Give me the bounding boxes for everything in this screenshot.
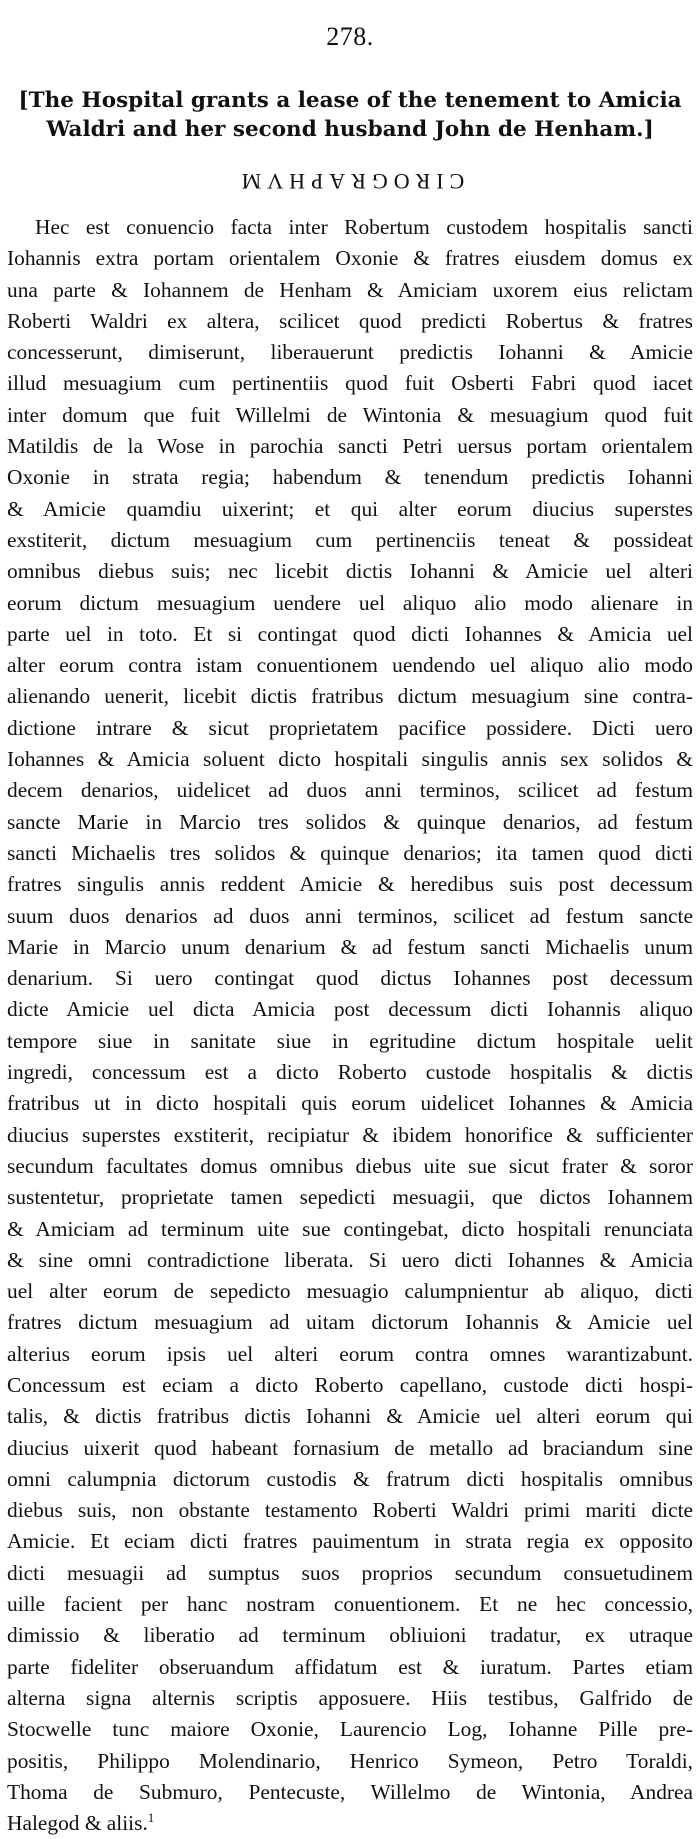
chirograph-inverted-label: CIROGRAPHVM: [235, 169, 465, 194]
body-line: Iohannis extra portam orientalem Oxonie & fratres eiusdem domus ex: [7, 246, 693, 271]
body-line: dimissio & liberatio ad terminum obliuioni tradatur, ex utraque: [7, 1623, 693, 1648]
body-line: Marie in Marcio unum denarium & ad festum sancti Michaelis unum: [7, 934, 693, 959]
heading-line-1: [The Hospital grants a lease of the tenement to Amicia: [18, 88, 682, 113]
body-line: dicti mesuagii ad sumptus suos proprios secundum consuetudinem: [7, 1560, 693, 1585]
body-line: sancti Michaelis tres solidos & quinque denarios; ita tamen quod dicti: [7, 840, 693, 865]
footnote-marker: 1: [147, 1810, 155, 1826]
body-line: diucius uixerit quod habeant fornasium de metallo ad braciandum sine: [7, 1435, 693, 1460]
body-line: illud mesuagium cum pertinentiis quod fuit Osberti Fabri quod iacet: [7, 371, 693, 396]
body-line: parte uel in toto. Et si contingat quod dicti Iohannes & Amicia uel: [7, 621, 693, 646]
body-line: Amicie. Et eciam dicti fratres pauimentum in strata regia ex opposito: [7, 1529, 693, 1554]
body-line: fratres dictum mesuagium ad uitam dictorum Iohannis & Amicie uel: [7, 1310, 693, 1335]
document-body: [7, 212, 693, 1839]
heading-line-2: Waldri and her second husband John de Henham.]: [46, 117, 654, 142]
body-line: decem denarios, uidelicet ad duos anni terminos, scilicet ad festum: [7, 778, 693, 803]
body-line: una parte & Iohannem de Henham & Amiciam uxorem eius relictam: [7, 277, 693, 302]
body-line: fratribus ut in dicto hospitali quis eorum uidelicet Iohannes & Amicia: [7, 1091, 693, 1116]
body-line: diebus suis, non obstante testamento Roberti Waldri primi mariti dicte: [7, 1498, 693, 1523]
body-line: Concessum est eciam a dicto Roberto capellano, custode dicti hospi-: [7, 1372, 693, 1397]
body-line: diucius superstes exstiterit, recipiatur & ibidem honorifice & sufficienter: [7, 1122, 693, 1147]
body-line: Matildis de la Wose in parochia sancti Petri uersus portam orientalem: [7, 434, 693, 459]
body-line: & Amiciam ad terminum uite sue contingebat, dicto hospitali renunciata: [7, 1216, 693, 1241]
body-line: dictione intrare & sicut proprietatem pacifice possidere. Dicti uero: [7, 715, 693, 740]
body-line: Stocwelle tunc maiore Oxonie, Laurencio Log, Iohanne Pille pre-: [7, 1717, 693, 1742]
body-line: talis, & dictis fratribus dictis Iohanni & Amicie uel alteri eorum qui: [7, 1404, 693, 1429]
body-line: sustentetur, proprietate tamen sepedicti mesuagii, que dictos Iohannem: [7, 1185, 693, 1210]
body-line: Thoma de Submuro, Pentecuste, Willelmo de Wintonia, Andrea: [7, 1779, 693, 1804]
body-line: eorum dictum mesuagium uendere uel aliquo alio modo alienare in: [7, 590, 693, 615]
body-line: alterna signa alternis scriptis apposuere. Hiis testibus, Galfrido de: [7, 1685, 693, 1710]
body-line: sancte Marie in Marcio tres solidos & quinque denarios, ad festum: [7, 809, 693, 834]
body-line: dicte Amicie uel dicta Amicia post decessum dicti Iohannis aliquo: [7, 997, 693, 1022]
body-line: exstiterit, dictum mesuagium cum pertinenciis teneat & possideat: [7, 527, 693, 552]
body-line: secundum facultates domus omnibus diebus uite sue sicut frater & soror: [7, 1153, 693, 1178]
body-line: alienando uenerit, licebit dictis fratribus dictum mesuagium sine contra-: [7, 684, 693, 709]
body-line: positis, Philippo Molendinario, Henrico Symeon, Petro Toraldi,: [7, 1748, 693, 1773]
body-line: uel alter eorum de sepedicto mesuagio calumpnientur ab aliquo, dicti: [7, 1279, 693, 1304]
body-line: & sine omni contradictione liberata. Si uero dicti Iohannes & Amicia: [7, 1247, 693, 1272]
body-line: alter eorum contra istam conuentionem uendendo uel aliquo alio modo: [7, 653, 693, 678]
document-heading: [14, 86, 686, 144]
body-line: Halegod & aliis.$^1$: [7, 1810, 155, 1836]
body-line: inter domum que fuit Willelmi de Wintonia & mesuagium quod fuit: [7, 402, 693, 427]
body-line: alterius eorum ipsis uel alteri eorum contra omnes warantizabunt.: [7, 1341, 693, 1366]
body-line: Hec est conuencio facta inter Robertum custodem hospitalis sancti: [35, 215, 693, 239]
body-line: parte fideliter obseruandum affidatum est & iuratum. Partes etiam: [7, 1654, 693, 1679]
body-line: ingredi, concessum est a dicto Roberto custode hospitalis & dictis: [7, 1060, 693, 1085]
body-line: suum duos denarios ad duos anni terminos, scilicet ad festum sancte: [7, 903, 693, 928]
body-line: & Amicie quamdiu uixerint; et qui alter eorum diucius superstes: [7, 496, 693, 521]
body-line: denarium. Si uero contingat quod dictus Iohannes post decessum: [7, 966, 693, 991]
body-line: Oxonie in strata regia; habendum & tenendum predictis Iohanni: [7, 465, 693, 490]
body-line: Roberti Waldri ex altera, scilicet quod predicti Robertus & fratres: [7, 308, 693, 333]
body-line: Iohannes & Amicia soluent dicto hospitali singulis annis sex solidos &: [7, 747, 693, 772]
body-line: omnibus diebus suis; nec licebit dictis Iohanni & Amicie uel alteri: [7, 559, 693, 584]
body-line: uille facient per hanc nostram conuentionem. Et ne hec concessio,: [7, 1592, 693, 1617]
page-number: 278.: [326, 22, 374, 51]
body-line: fratres singulis annis reddent Amicie & heredibus suis post decessum: [7, 872, 693, 897]
body-line: omni calumpnia dictorum custodis & fratrum dicti hospitalis omnibus: [7, 1466, 693, 1491]
body-line: concesserunt, dimiserunt, liberauerunt predictis Iohanni & Amicie: [7, 340, 693, 365]
body-line: tempore siue in sanitate siue in egritudine dictum hospitale uelit: [7, 1028, 693, 1053]
